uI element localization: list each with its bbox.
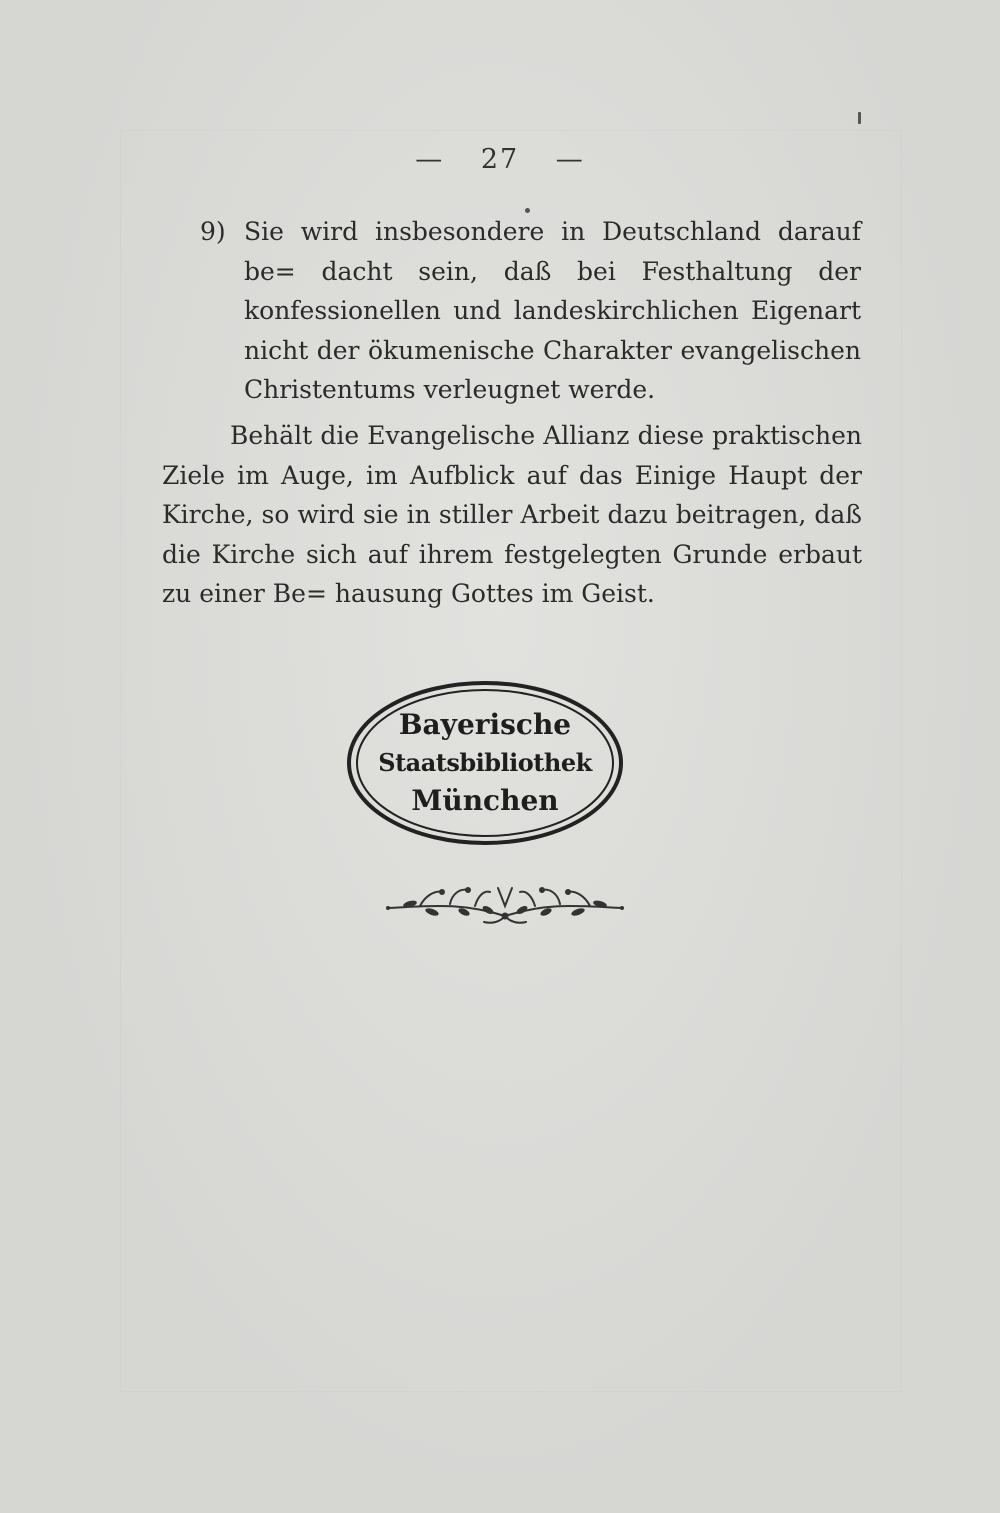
ink-speck bbox=[858, 112, 861, 124]
page-number: 27 bbox=[480, 144, 520, 175]
dash-left: — bbox=[415, 144, 445, 175]
ink-speck bbox=[525, 208, 530, 213]
stamp-line-1: Bayerische bbox=[398, 708, 572, 741]
dash-right: — bbox=[555, 144, 585, 175]
stamp-line-3: München bbox=[411, 784, 559, 817]
item-number: 9) bbox=[200, 217, 226, 246]
page-number-header bbox=[0, 144, 1000, 175]
stamp-line-2: Staatsbibliothek bbox=[378, 748, 592, 777]
floral-vignette-icon bbox=[380, 876, 630, 936]
library-stamp bbox=[346, 680, 624, 846]
closing-paragraph: Behält die Evangelische Allianz diese praktischen Ziele im Auge, im Aufblick auf das Einige Haupt der Kirche, so wird sie in stiller Arbeit dazu beitragen, daß die Kirche sich auf ihrem festgelegten Grunde erbaut zu einer Be= hausung Gottes im Geist. bbox=[162, 421, 862, 608]
item-text: Sie wird insbesondere in Deutschland darauf be= dacht sein, daß bei Festhaltung der konfessionellen und landeskirchlichen Eigenart nicht der ökumenische Charakter evangelischen Christentums verleugnet werde. bbox=[244, 217, 861, 404]
